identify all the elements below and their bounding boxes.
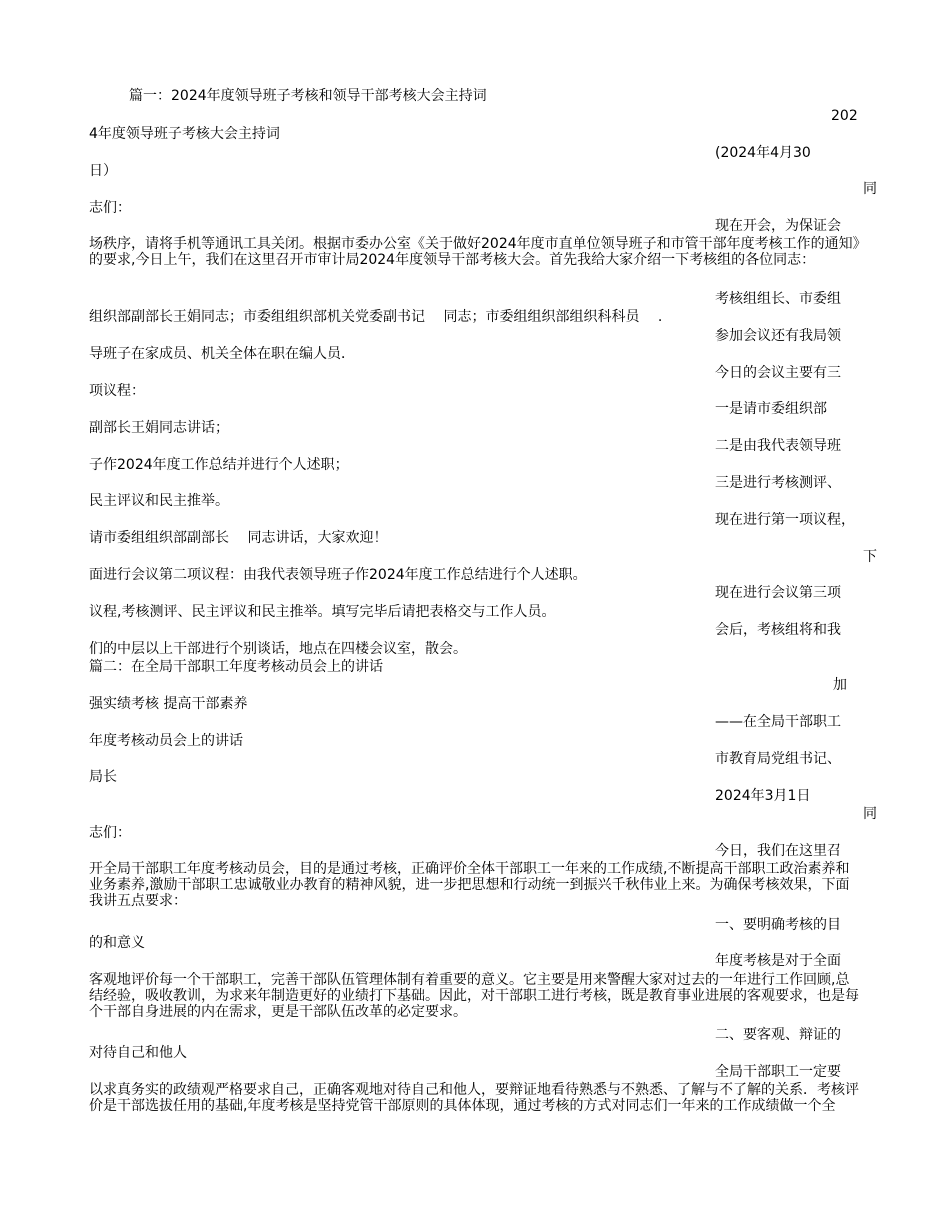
- text-fragment: 年度考核是对于全面: [715, 953, 841, 969]
- text-fragment: 今日的会议主要有三: [715, 365, 841, 381]
- text-fragment: 三是进行考核测评、: [715, 475, 841, 491]
- text-line: 们的中层以上干部进行个别谈话，地点在四楼会议室，散会。: [89, 641, 467, 657]
- text-fragment: 现在进行会议第三项: [715, 585, 841, 601]
- text-line: 项议程：: [89, 383, 145, 399]
- text-fragment: 2024年3月1日: [715, 788, 811, 804]
- text-line: 强实绩考核 提高干部素养: [89, 696, 248, 712]
- text-line: 对待自己和他人: [89, 1045, 187, 1061]
- text-fragment: 市教育局党组书记、: [715, 751, 841, 767]
- text-fragment: 现在进行第一项议程，: [715, 512, 855, 528]
- section-heading: 篇二：在全局干部职工年度考核动员会上的讲话: [89, 659, 383, 675]
- text-line: 年度考核动员会上的讲话: [89, 733, 243, 749]
- text-line: 民主评议和民主推举。: [89, 493, 229, 509]
- text-fragment: 一是请市委组织部: [715, 401, 827, 417]
- text-fragment: 全局干部职工一定要: [715, 1064, 841, 1080]
- text-fragment: 加: [833, 677, 847, 693]
- text-line: 志们：: [89, 825, 131, 841]
- paragraph: 场秩序，请将手机等通讯工具关闭。根据市委办公室《关于做好2024年度市直单位领导班子和市管干部年度考核工作的通知》的要求,今日上午，我们在这里召开市审计局2024年度领导干部考核大会。首先我给大家介绍一下考核组的各位同志：: [89, 236, 860, 268]
- text-fragment: 现在开会，为保证会: [715, 218, 841, 234]
- text-fragment: (2024年4月30: [715, 145, 811, 161]
- text-line: 议程,考核测评、民主评议和民主推举。填写完毕后请把表格交与工作人员。: [89, 604, 556, 620]
- text-fragment: 二是由我代表领导班: [715, 438, 841, 454]
- text-fragment: 202: [831, 108, 858, 124]
- text-fragment: 下: [863, 549, 877, 565]
- text-fragment: 同: [863, 806, 877, 822]
- text-fragment: 同: [863, 181, 877, 197]
- text-line: 子作2024年度工作总结并进行个人述职；: [89, 457, 349, 473]
- paragraph: 以求真务实的政绩观严格要求自己，正确客观地对待自己和他人，要辩证地看待熟悉与不熟悉、了解与不了解的关系．考核评价是干部选拔任用的基础,年度考核是坚持党管干部原则的具体体现，通过考核的方式对同志们一年来的工作成绩做一个全: [89, 1082, 859, 1114]
- text-fragment: ——在全局干部职工: [715, 714, 841, 730]
- section-heading: 篇一：2024年度领导班子考核和领导干部考核大会主持词: [129, 88, 487, 104]
- text-line: 的和意义: [89, 935, 145, 951]
- text-line: 志们：: [89, 200, 131, 216]
- text-line: 导班子在家成员、机关全体在职在编人员．: [89, 346, 355, 362]
- text-line: 日）: [89, 163, 117, 179]
- text-line: 4年度领导班子考核大会主持词: [89, 126, 280, 142]
- text-fragment: 会后，考核组将和我: [715, 622, 841, 638]
- text-fragment: 一、要明确考核的目: [715, 917, 841, 933]
- text-line: 面进行会议第二项议程：由我代表领导班子作2024年度工作总结进行个人述职。: [89, 567, 587, 583]
- paragraph: 开全局干部职工年度考核动员会，目的是通过考核，正确评价全体干部职工一年来的工作成绩,不断提高干部职工政治素养和业务素养,激励干部职工忠诚敬业办教育的精神风貌，进一步把思想和行动统一到振兴千秋伟业上来。为确保考核效果，下面我讲五点要求：: [89, 861, 850, 909]
- text-line: 请市委组组织部副部长 同志讲话，大家欢迎！: [89, 530, 388, 546]
- text-fragment: 考核组组长、市委组: [715, 291, 841, 307]
- text-fragment: 二、要客观、辩证的: [715, 1027, 841, 1043]
- text-fragment: 参加会议还有我局领: [715, 328, 841, 344]
- text-fragment: 今日，我们在这里召: [715, 843, 841, 859]
- text-line: 局长: [89, 769, 117, 785]
- paragraph: 客观地评价每一个干部职工，完善干部队伍管理体制有着重要的意义。它主要是用来警醒大家对过去的一年进行工作回顾,总结经验，吸收教训，为求来年制造更好的业绩打下基础。因此，对干部职工进行考核，既是教育事业进展的客观要求，也是每个干部自身进展的内在需求，更是干部队伍改革的必定要求。: [89, 972, 859, 1020]
- text-line: 副部长王娟同志讲话；: [89, 420, 229, 436]
- text-line: 组织部副部长王娟同志；市委组组织部机关党委副书记 同志；市委组组织部组织科科员 .: [89, 309, 663, 325]
